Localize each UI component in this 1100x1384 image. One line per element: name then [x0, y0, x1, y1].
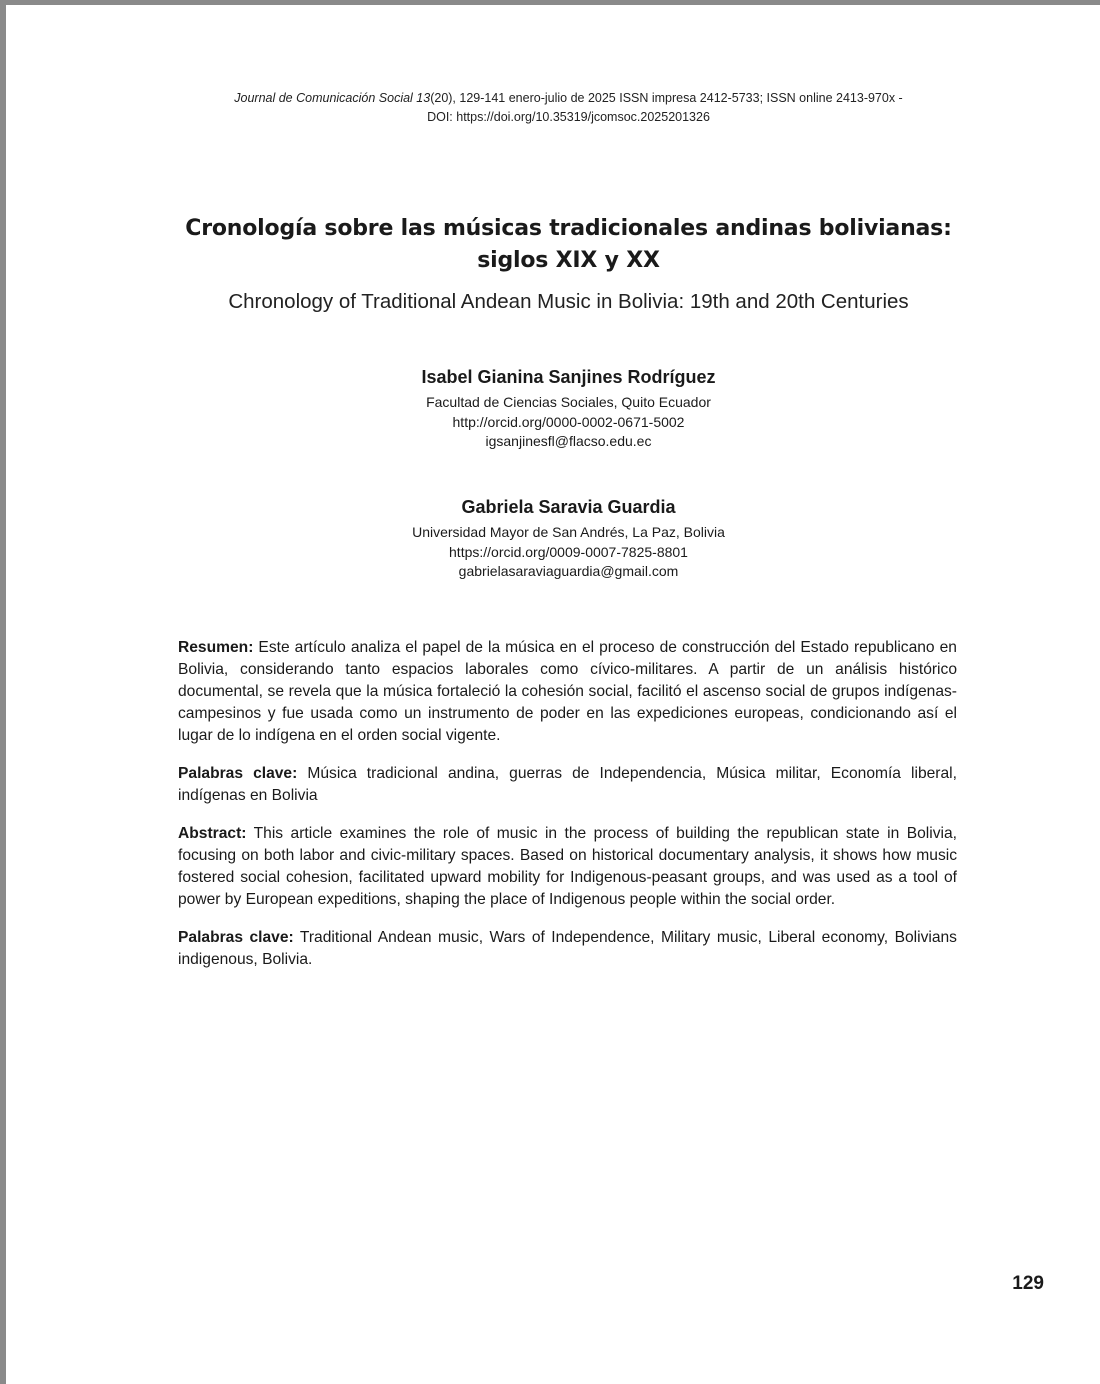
keywords-en-text: Traditional Andean music, Wars of Independence, Military music, Liberal economy, Bolivians indigenous, Bolivia.: [178, 929, 957, 968]
doi-line: DOI: https://doi.org/10.35319/jcomsoc.2025201326: [427, 110, 710, 124]
author-email: igsanjinesfl@flacso.edu.ec: [485, 433, 652, 449]
keywords-es-paragraph: [178, 763, 957, 807]
journal-header: [6, 89, 1100, 127]
author-email: gabrielasaraviaguardia@gmail.com: [458, 563, 679, 579]
keywords-en-paragraph: [178, 927, 957, 971]
title-block: [6, 213, 1100, 315]
document-page: [6, 5, 1100, 1384]
page-number: 129: [1012, 1273, 1044, 1294]
author-name: Isabel Gianina Sanjines Rodríguez: [421, 367, 716, 387]
author-block: [6, 495, 1100, 582]
author-affiliation: Facultad de Ciencias Sociales, Quito Ecuador: [426, 394, 711, 410]
resumen-paragraph: [178, 637, 957, 747]
title-line-2: siglos XIX y XX: [477, 248, 660, 273]
author-orcid: https://orcid.org/0009-0007-7825-8801: [449, 543, 688, 560]
citation-details: (20), 129-141 enero-julio de 2025 ISSN impresa 2412-5733; ISSN online 2413-970x -: [430, 91, 903, 105]
english-title: Chronology of Traditional Andean Music in Bolivia: 19th and 20th Centuries: [228, 290, 909, 313]
keywords-es-text: Música tradicional andina, guerras de Independencia, Música militar, Economía liberal, indígenas en Bolivia: [178, 765, 957, 804]
abstract-text: This article examines the role of music in the process of building the republican state in Bolivia, focusing on both labor and civic-military spaces. Based on historical documentary analysis, it shows how music fostered social cohesion, facilitated upward mobility for Indigenous-peasant groups, and was used as a tool of power by European expeditions, shaping the place of Indigenous people within the social order.: [178, 825, 957, 908]
keywords-en-label: Palabras clave:: [178, 929, 294, 946]
article-title: [6, 213, 1100, 277]
author-block: [6, 365, 1100, 452]
resumen-text: Este artículo analiza el papel de la música en el proceso de construcción del Estado republicano en Bolivia, considerando tanto espacios laborales como cívico-militares. A partir de un análisis histórico documental, se revela que la música fortaleció la cohesión social, facilitó el ascenso social de grupos indígenas-campesinos y fue usada como un instrumento de poder en las expediciones europeas, condicionando así el lugar de lo indígena en el orden social vigente.: [178, 639, 957, 744]
citation-line: [6, 89, 1100, 108]
keywords-es-label: Palabras clave:: [178, 765, 298, 782]
abstract-section: [178, 637, 957, 987]
title-line-1: Cronología sobre las músicas tradicionales andinas bolivianas:: [185, 216, 952, 241]
author-orcid: http://orcid.org/0000-0002-0671-5002: [452, 413, 685, 430]
author-affiliation: Universidad Mayor de San Andrés, La Paz, Bolivia: [412, 524, 725, 540]
author-name: Gabriela Saravia Guardia: [461, 497, 676, 517]
abstract-paragraph: [178, 823, 957, 911]
resumen-label: Resumen:: [178, 639, 254, 656]
journal-name: Journal de Comunicación Social 13: [234, 91, 431, 105]
abstract-label: Abstract:: [178, 825, 247, 842]
